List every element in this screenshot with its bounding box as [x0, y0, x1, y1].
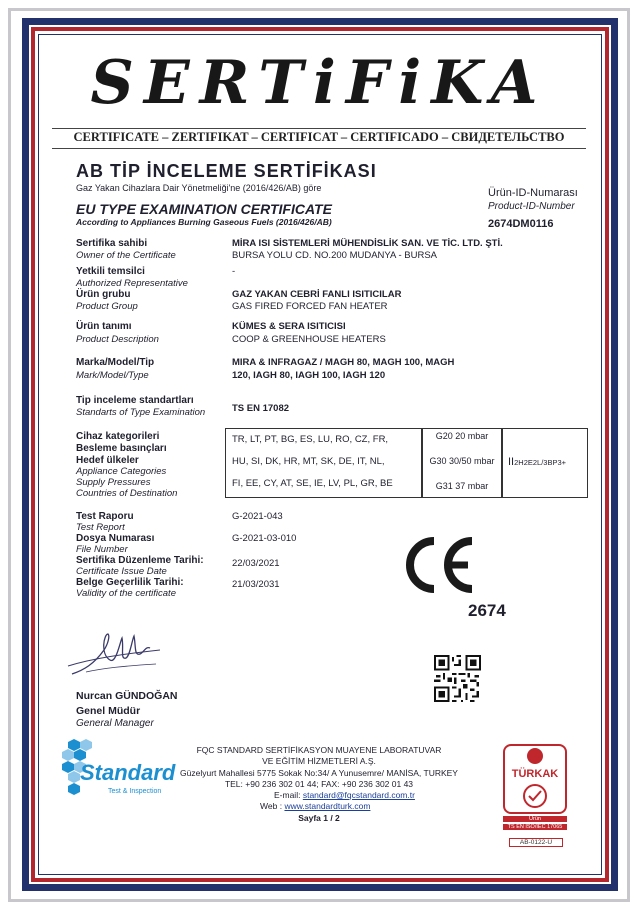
file-number-value: G-2021-03-010 [232, 533, 297, 544]
standards-value: TS EN 17082 [232, 403, 290, 414]
owner-label: Sertifika sahibi [76, 238, 148, 249]
category-class-sub: 2H2E2L/3BP3+ [514, 458, 567, 467]
group-value-tr: GAZ YAKAN CEBRİ FANLI ISITICILAR [232, 289, 402, 300]
signer-name: Nurcan GÜNDOĞAN [76, 690, 178, 702]
notified-body-number: 2674 [468, 601, 506, 620]
signer-title-en: General Manager [76, 718, 154, 729]
lab-name-line1: FQC STANDARD SERTİFİKASYON MUAYENE LABORATUVAR [196, 745, 442, 755]
test-report-value: G-2021-043 [232, 511, 283, 522]
pressure-g30: G30 30/50 mbar [429, 456, 495, 466]
category-class-main: II [508, 456, 515, 468]
model-label-en: Mark/Model/Type [76, 370, 149, 381]
tr-subheading: Gaz Yakan Cihazlara Dair Yönetmeliği'ne (2016/426/AB) göre [76, 183, 322, 193]
standards-label-en: Standarts of Type Examination [76, 407, 206, 418]
product-id-value: 2674DM0116 [488, 218, 554, 230]
description-value-tr: KÜMES & SERA ISITICISI [232, 321, 346, 332]
certificate-languages: CERTIFICATE – ZERTIFIKAT – CERTIFICAT – CERTIFICADO – СВИДЕТЕЛЬСТВО [73, 130, 565, 144]
group-value-en: GAS FIRED FORCED FAN HEATER [232, 301, 388, 312]
issue-date-value: 22/03/2021 [232, 558, 280, 569]
standards-label: Tip inceleme standartları [76, 395, 194, 406]
file-number-label: Dosya Numarası [76, 533, 155, 544]
validity-value: 21/03/2031 [232, 579, 280, 590]
owner-label-en: Owner of the Certificate [76, 250, 176, 261]
validity-label: Belge Geçerlilik Tarihi: [76, 577, 184, 588]
en-heading: EU TYPE EXAMINATION CERTIFICATE [76, 201, 332, 217]
logo-wordmark: Standard [80, 760, 176, 785]
countries-line-3: FI, EE, CY, AT, SE, IE, LV, PL, GR, BE [232, 478, 393, 489]
categories-label-en-3: Countries of Destination [76, 488, 178, 499]
issue-date-label: Sertifika Düzenleme Tarihi: [76, 555, 204, 566]
description-label-en: Product Description [76, 334, 159, 345]
appliance-category [508, 456, 566, 468]
product-id-label: Ürün-ID-Numarası [488, 187, 578, 199]
qr-code[interactable] [434, 655, 481, 702]
product-id-label-en: Product-ID-Number [488, 201, 575, 212]
issue-date-label-en: Certificate Issue Date [76, 566, 167, 577]
turkak-scope: Ürün [503, 816, 567, 822]
turkak-accreditation-mark [503, 744, 567, 850]
owner-address: BURSA YOLU CD. NO.200 MUDANYA - BURSA [232, 250, 438, 261]
turkak-emblem-icon [527, 748, 543, 764]
certificate-main-title: SERTiFiKA [90, 48, 548, 118]
signer-title: Genel Müdür [76, 705, 141, 717]
lab-email-row [274, 790, 415, 800]
email-link[interactable]: standard@fqcstandard.com.tr [302, 790, 415, 800]
lab-phone-fax: TEL: +90 236 302 01 44; FAX: +90 236 302 01 43 [224, 779, 414, 789]
description-value-en: COOP & GREENHOUSE HEATERS [232, 334, 386, 345]
countries-line-2: HU, SI, DK, HR, MT, SK, DE, IT, NL, [232, 456, 385, 467]
description-label: Ürün tanımı [76, 321, 132, 332]
web-link[interactable]: www.standardturk.com [284, 801, 371, 811]
test-report-label-en: Test Report [76, 522, 125, 533]
divider-bottom [52, 148, 586, 149]
model-value-line1: MIRA & INFRAGAZ / MAGH 80, MAGH 100, MAGH [232, 357, 455, 368]
countries-line-1: TR, LT, PT, BG, ES, LU, RO, CZ, FR, [232, 434, 389, 445]
logo-tagline: Test & Inspection [108, 788, 162, 795]
tr-heading: AB TİP İNCELEME SERTİFİKASI [76, 161, 377, 181]
categories-label-en-2: Supply Pressures [76, 477, 151, 488]
categories-label-3: Hedef ülkeler [76, 455, 139, 466]
divider-top [52, 128, 586, 129]
web-label: Web [260, 801, 278, 811]
lab-name-line2: VE EĞİTİM HİZMETLERİ A.Ş. [262, 756, 376, 766]
email-label: E-mail: [274, 790, 301, 800]
turkak-standard: TS EN ISO/IEC 17065 [503, 824, 567, 830]
lab-web-row: Web : www.standardturk.com [260, 801, 371, 811]
test-report-label: Test Raporu [76, 511, 134, 522]
lab-address: Güzelyurt Mahallesi 5775 Sokak No:34/ A Yunusemre/ MANİSA, TURKEY [180, 768, 458, 778]
model-label: Marka/Model/Tip [76, 357, 155, 368]
signature-image [64, 620, 164, 687]
group-label-en: Product Group [76, 301, 138, 312]
file-number-label-en: File Number [76, 544, 128, 555]
owner-name: MİRA ISI SİSTEMLERİ MÜHENDİSLİK SAN. VE TİC. LTD. ŞTİ. [232, 238, 503, 249]
categories-label-en-1: Appliance Categories [76, 466, 167, 477]
pressure-g31: G31 37 mbar [435, 481, 489, 491]
categories-label-2: Besleme basınçları [76, 443, 167, 454]
check-circle-icon [523, 784, 547, 808]
representative-label: Yetkili temsilci [76, 266, 145, 277]
turkak-code: AB-0122-U [509, 838, 563, 847]
representative-label-en: Authorized Representative [76, 278, 188, 289]
model-value-line2: 120, IAGH 80, IAGH 100, IAGH 120 [232, 370, 386, 381]
page-number: Sayfa 1 / 2 [298, 813, 340, 823]
categories-label-1: Cihaz kategorileri [76, 431, 160, 442]
validity-label-en: Validity of the certificate [76, 588, 176, 599]
en-subheading: According to Appliances Burning Gaseous Fuels (2016/426/AB) [76, 217, 332, 227]
pressure-g20: G20 20 mbar [435, 431, 489, 441]
representative-value: - [232, 266, 236, 277]
turkak-brand: TÜRKAK [511, 768, 559, 780]
ce-mark [398, 535, 476, 600]
group-label: Ürün grubu [76, 289, 131, 300]
